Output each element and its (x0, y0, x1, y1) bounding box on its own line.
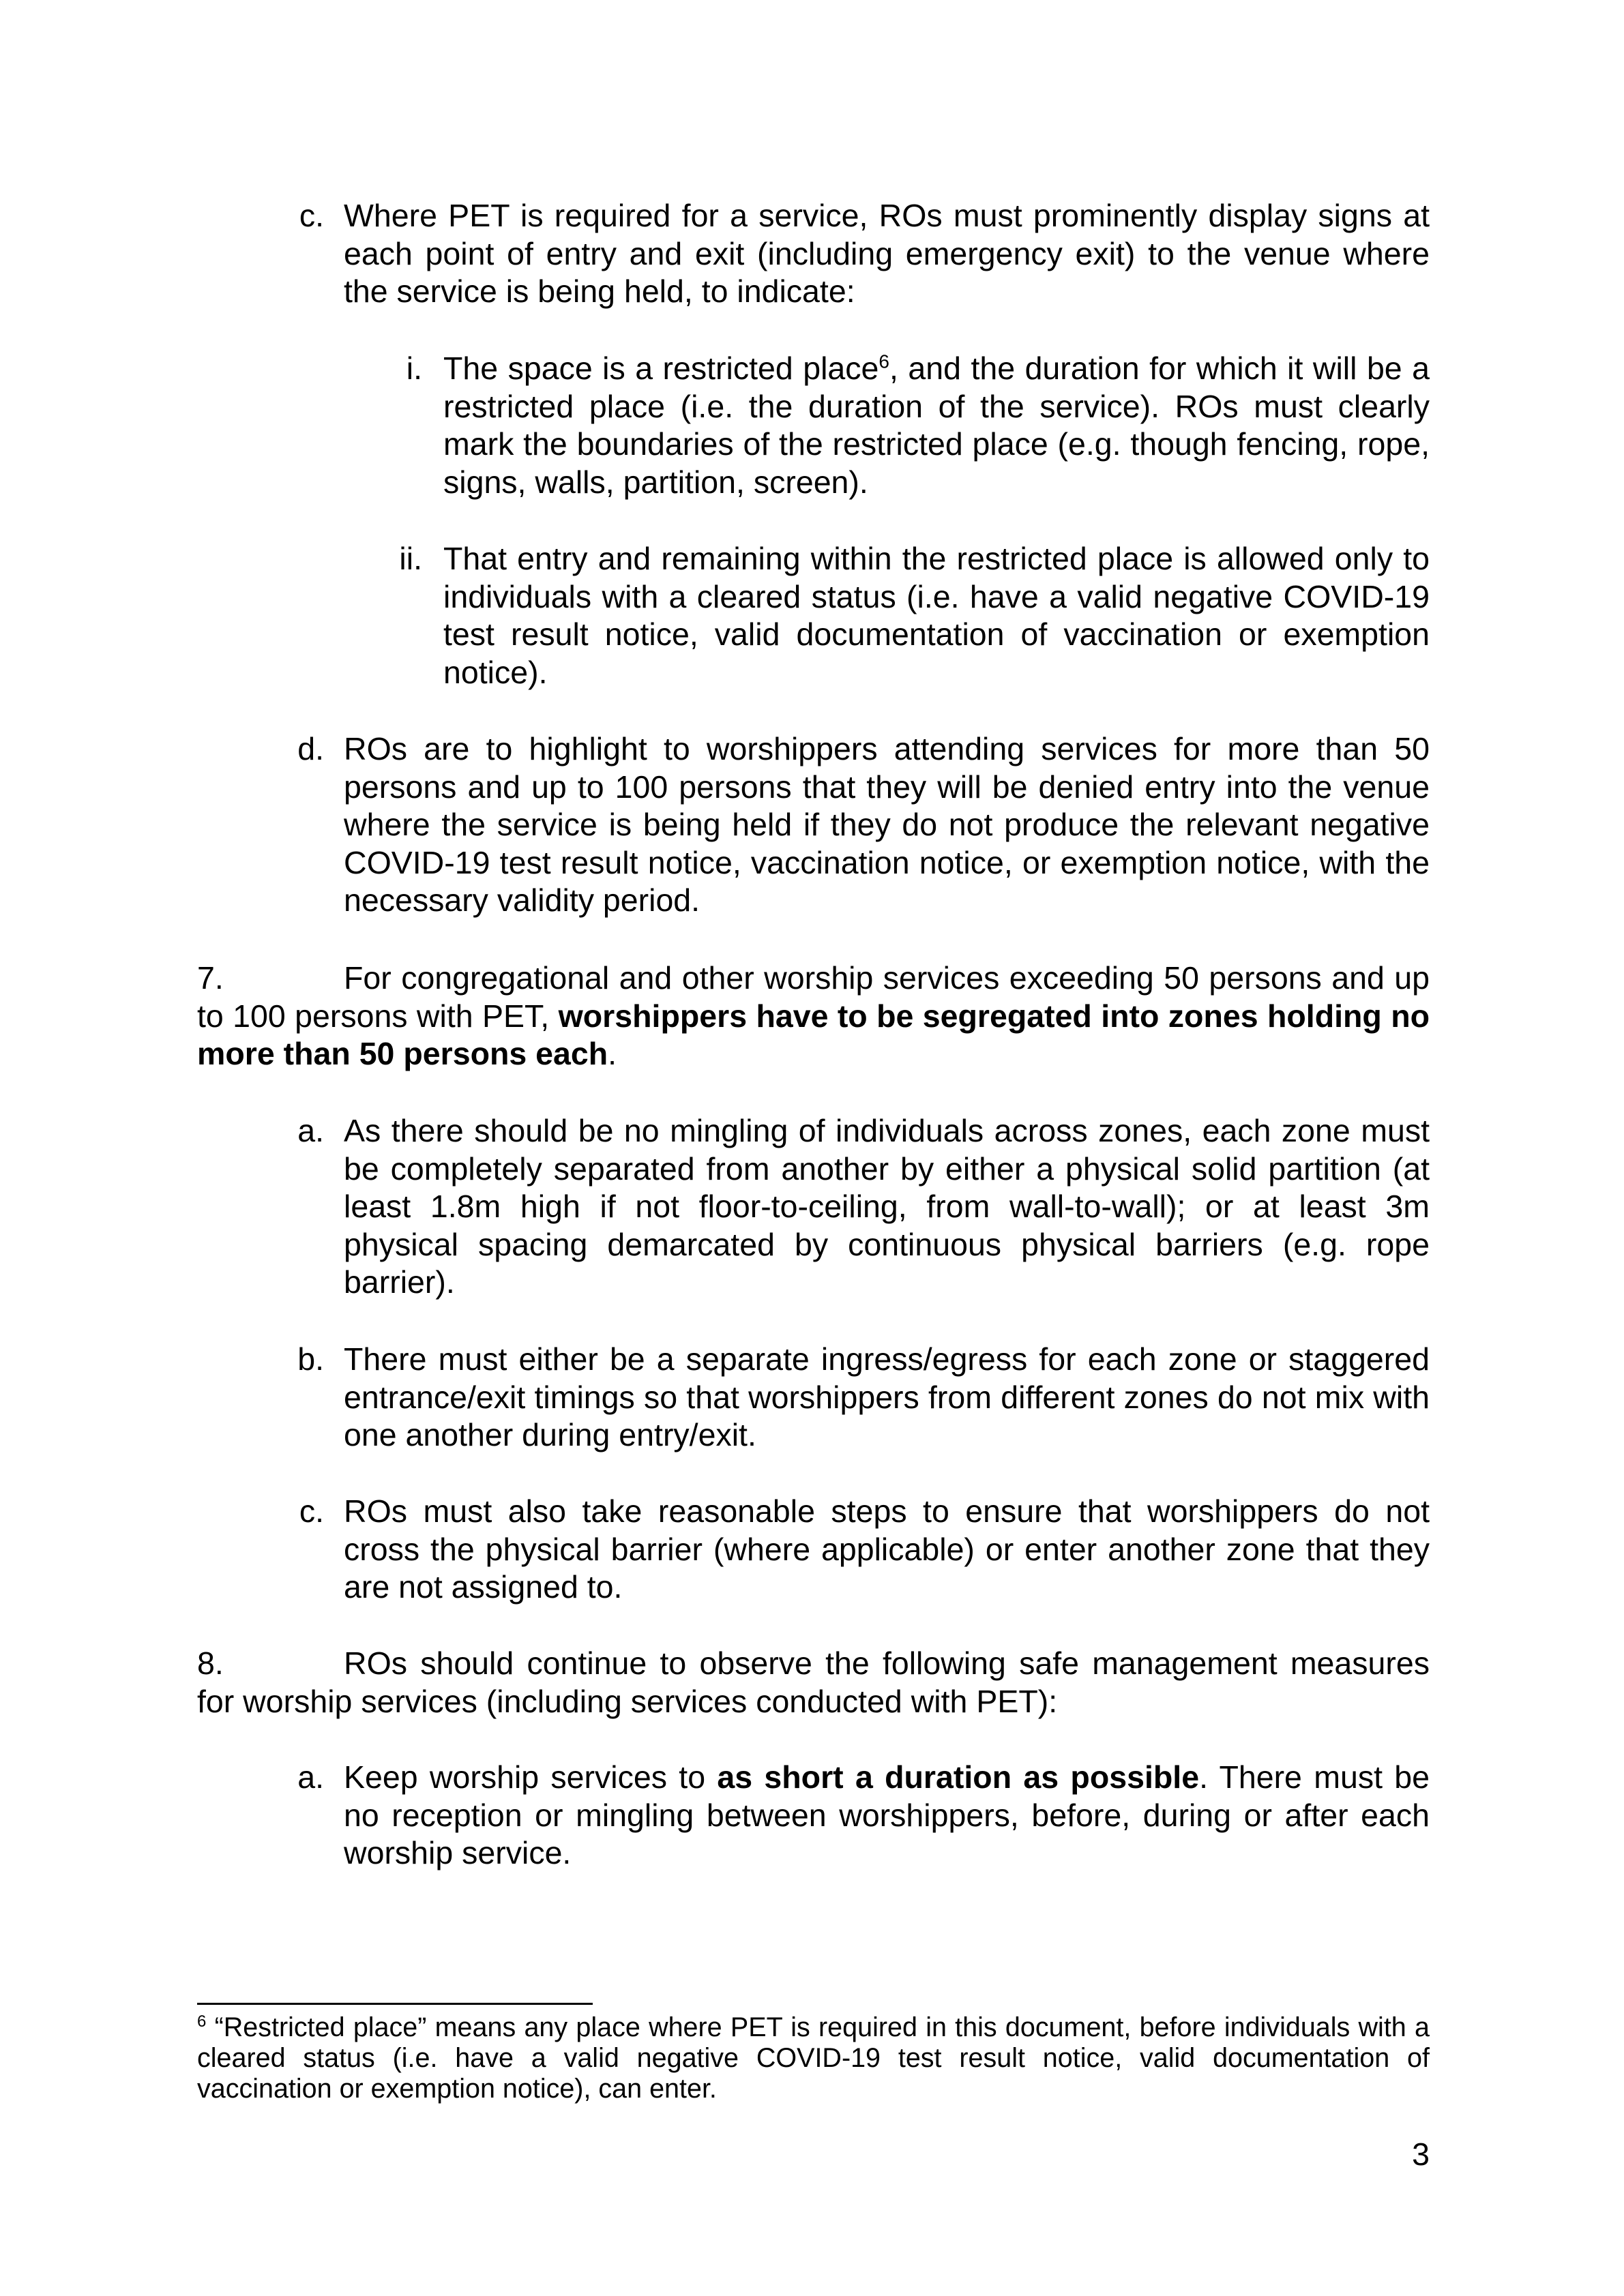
footnote-text: “Restricted place” means any place where PET is required in this document, before individuals with a cleared status (i.e. have a valid negative COVID-19 test result notice, valid documentation of vaccination or exemption notice), can enter. (197, 2012, 1430, 2104)
item-c-text: Where PET is required for a service, ROs must prominently display signs at each point of entry and exit (including emergency exit) to the venue where the service is being held, to indicate: (344, 198, 1430, 309)
item-8a-text-b: . There must be no reception or mingling between worshippers, before, during or after each worship service. (344, 1759, 1430, 1870)
item-c-marker: c. (299, 198, 324, 233)
paragraph-8 (197, 1645, 1430, 1720)
footnote-reference: 6 (879, 351, 889, 372)
footnote (197, 2012, 1430, 2104)
item-7c-marker: c. (299, 1493, 324, 1529)
item-d-text: ROs are to highlight to worshippers attending services for more than 50 persons and up to 100 persons that they will be denied entry into the venue where the service is being held if they do not produce the relevant negative COVID-19 test result notice, vaccination notice, or exemption notice, with the necessary validity period. (344, 731, 1430, 918)
item-ii-text: That entry and remaining within the restricted place is allowed only to individuals with a cleared status (i.e. have a valid negative COVID-19 test result notice, valid documentation of vaccination or exemption notice). (443, 541, 1430, 690)
item-8a-text (344, 1759, 1430, 1873)
item-i-text-b: , and the duration for which it will be a restricted place (i.e. the duration of the service). ROs must clearly mark the boundaries of the restricted place (e.g. though fencing, rope, signs, walls, partition, screen). (443, 351, 1430, 500)
footnote-separator (197, 2003, 593, 2005)
item-i-text (443, 350, 1430, 501)
paragraph-8-number: 8. (197, 1645, 224, 1681)
paragraph-7-text-a: For congregational and other worship services exceeding 50 persons and up to 100 persons with PET, (197, 960, 1430, 1034)
item-d-marker: d. (297, 731, 324, 766)
paragraph-8-text: ROs should continue to observe the following safe management measures for worship services (including services conducted with PET): (197, 1645, 1430, 1719)
item-8a-text-a: Keep worship services to (344, 1759, 718, 1795)
item-8a-bold: as short a duration as possible (717, 1759, 1200, 1795)
item-ii-marker: ii. (399, 541, 422, 576)
item-7b-marker: b. (297, 1341, 324, 1377)
paragraph-7-bold: worshippers have to be segregated into zones holding no more than 50 persons each (197, 998, 1430, 1071)
item-7a-marker: a. (297, 1113, 324, 1148)
item-i-text-a: The space is a restricted place (443, 351, 879, 386)
page-number: 3 (1412, 2136, 1430, 2172)
footnote-number: 6 (197, 2012, 207, 2031)
item-7c-text: ROs must also take reasonable steps to ensure that worshippers do not cross the physical barrier (where applicable) or enter another zone that they are not assigned to. (344, 1493, 1430, 1605)
item-8a-marker: a. (297, 1759, 324, 1795)
item-i-marker: i. (406, 351, 422, 386)
item-7b-text: There must either be a separate ingress/egress for each zone or staggered entrance/exit timings so that worshippers from different zones do not mix with one another during entry/exit. (344, 1341, 1430, 1452)
item-7a-text: As there should be no mingling of individuals across zones, each zone must be completely separated from another by either a physical solid partition (at least 1.8m high if not floor-to-ceiling, from wall-to-wall); or at least 3m physical spacing demarcated by continuous physical barriers (e.g. rope barrier). (344, 1113, 1430, 1300)
paragraph-7-number: 7. (197, 960, 224, 996)
paragraph-7 (197, 959, 1430, 1073)
paragraph-7-text-b: . (608, 1036, 617, 1071)
